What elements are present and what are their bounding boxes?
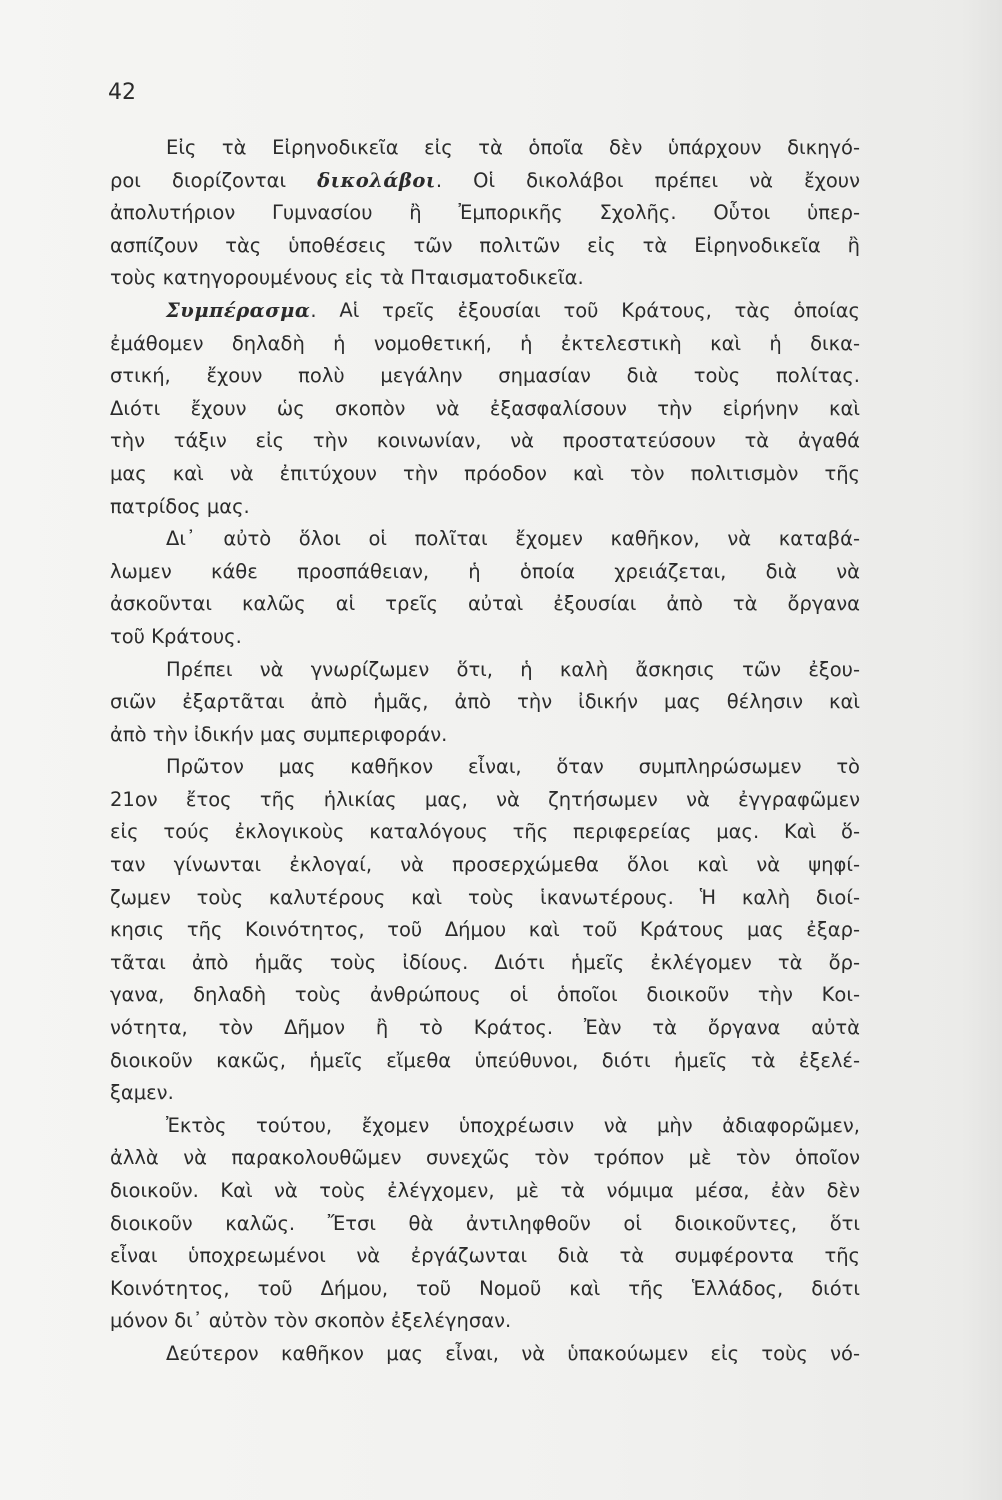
text-line: νότητα, τὸν Δῆμον ἢ τὸ Κράτος. Ἐὰν τὰ ὄργανα αὐτὰ [110, 1016, 860, 1040]
emphasized-term: δικολάβοι [317, 168, 436, 192]
text-fragment: . Αἱ τρεῖς ἐξουσίαι τοῦ Κράτους, τὰς ὁποίας [310, 298, 860, 322]
text-line: Εἰς τὰ Εἰρηνοδικεῖα εἰς τὰ ὁποῖα δὲν ὑπάρχουν δικηγό- [166, 136, 860, 159]
text-fragment: ροι διορίζονται [110, 168, 318, 192]
text-line: Διότι ἔχουν ὡς σκοπὸν νὰ ἐξασφαλίσουν τὴν εἰρήνην καὶ [110, 396, 860, 420]
page-number: 42 [108, 80, 136, 105]
text-line: διοικοῦν καλῶς. Ἔτσι θὰ ἀντιληφθοῦν οἱ διοικοῦντες, ὅτι [110, 1211, 860, 1235]
text-line: Πρέπει νὰ γνωρίζωμεν ὅτι, ἡ καλὴ ἄσκησις τῶν ἐξου- [166, 657, 860, 681]
text-line: ἀπὸ τὴν ἰδικήν μας συμπεριφοράν. [110, 722, 448, 746]
text-line: κησις τῆς Κοινότητος, τοῦ Δήμου καὶ τοῦ Κράτους μας ἐξαρ- [110, 918, 860, 942]
text-line: ταν γίνωνται ἐκλογαί, νὰ προσερχώμεθα ὅλοι καὶ νὰ ψηφί- [110, 853, 860, 877]
emphasized-term: Συμπέρασμα [166, 298, 311, 322]
text-line: γανα, δηλαδὴ τοὺς ἀνθρώπους οἱ ὁποῖοι διοικοῦν τὴν Κοι- [110, 983, 860, 1007]
text-line [110, 165, 860, 198]
text-line: 21ον ἔτος τῆς ἡλικίας μας, νὰ ζητήσωμεν νὰ ἐγγραφῶμεν [110, 787, 860, 811]
text-line: τᾶται ἀπὸ ἡμᾶς τοὺς ἰδίους. Διότι ἡμεῖς ἐκλέγομεν τὰ ὄρ- [110, 950, 860, 974]
text-line: σιῶν ἐξαρτᾶται ἀπὸ ἡμᾶς, ἀπὸ τὴν ἰδικήν μας θέλησιν καὶ [110, 690, 860, 714]
text-line: ἀπολυτήριον Γυμνασίου ἢ Ἐμπορικῆς Σχολῆς. Οὗτοι ὑπερ- [110, 201, 860, 225]
text-line: διοικοῦν κακῶς, ἡμεῖς εἴμεθα ὑπεύθυνοι, διότι ἡμεῖς τὰ ἐξελέ- [110, 1048, 860, 1072]
text-line: ἀσκοῦνται καλῶς αἱ τρεῖς αὐταὶ ἐξουσίαι ἀπὸ τὰ ὄργανα [110, 592, 860, 616]
text-line: τὴν τάξιν εἰς τὴν κοινωνίαν, νὰ προστατεύσουν τὰ ἀγαθά [110, 429, 860, 453]
text-line: ἀλλὰ νὰ παρακολουθῶμεν συνεχῶς τὸν τρόπον μὲ τὸν ὁποῖον [110, 1146, 860, 1170]
text-line: ασπίζουν τὰς ὑποθέσεις τῶν πολιτῶν εἰς τὰ Εἰρηνοδικεῖα ἢ [110, 233, 860, 257]
text-line: ξαμεν. [110, 1081, 174, 1105]
text-line: στική, ἔχουν πολὺ μεγάλην σημασίαν διὰ τοὺς πολίτας. [110, 364, 860, 388]
text-line: ἐμάθομεν δηλαδὴ ἡ νομοθετική, ἡ ἐκτελεστικὴ καὶ ἡ δικα- [110, 331, 860, 355]
text-fragment: . Οἱ δικολάβοι πρέπει νὰ ἔχουν [435, 168, 860, 192]
text-line [110, 295, 860, 328]
text-line: λωμεν κάθε προσπάθειαν, ἡ ὁποία χρειάζεται, διὰ νὰ [110, 559, 860, 583]
text-line: Δι᾽ αὐτὸ ὅλοι οἱ πολῖται ἔχομεν καθῆκον, νὰ καταβά- [166, 527, 860, 551]
text-line: μόνον δι᾽ αὐτὸν τὸν σκοπὸν ἐξελέγησαν. [110, 1309, 512, 1333]
text-line: τοὺς κατηγορουμένους εἰς τὰ Πταισματοδικεῖα. [110, 266, 584, 290]
text-line: διοικοῦν. Καὶ νὰ τοὺς ἐλέγχομεν, μὲ τὰ νόμιμα μέσα, ἐὰν δὲν [110, 1179, 860, 1202]
text-line: Ἐκτὸς τούτου, ἔχομεν ὑποχρέωσιν νὰ μὴν ἀδιαφορῶμεν, [166, 1113, 860, 1137]
text-line: Δεύτερον καθῆκον μας εἶναι, νὰ ὑπακούωμεν εἰς τοὺς νό- [166, 1341, 860, 1365]
body-text [110, 132, 860, 1371]
text-line: πατρίδος μας. [110, 494, 250, 518]
text-line: εἶναι ὑποχρεωμένοι νὰ ἐργάζωνται διὰ τὰ συμφέροντα τῆς [110, 1244, 860, 1268]
text-line: Πρῶτον μας καθῆκον εἶναι, ὅταν συμπληρώσωμεν τὸ [166, 755, 860, 779]
text-line: Κοινότητος, τοῦ Δήμου, τοῦ Νομοῦ καὶ τῆς Ἑλλάδος, διότι [110, 1276, 860, 1300]
text-line: ζωμεν τοὺς καλυτέρους καὶ τοὺς ἱκανωτέρους. Ἡ καλὴ διοί- [110, 885, 860, 909]
text-line: εἰς τούς ἐκλογικοὺς καταλόγους τῆς περιφερείας μας. Καὶ ὅ- [110, 820, 860, 844]
text-line: τοῦ Κράτους. [110, 624, 242, 648]
text-line: μας καὶ νὰ ἐπιτύχουν τὴν πρόοδον καὶ τὸν πολιτισμὸν τῆς [110, 461, 860, 485]
